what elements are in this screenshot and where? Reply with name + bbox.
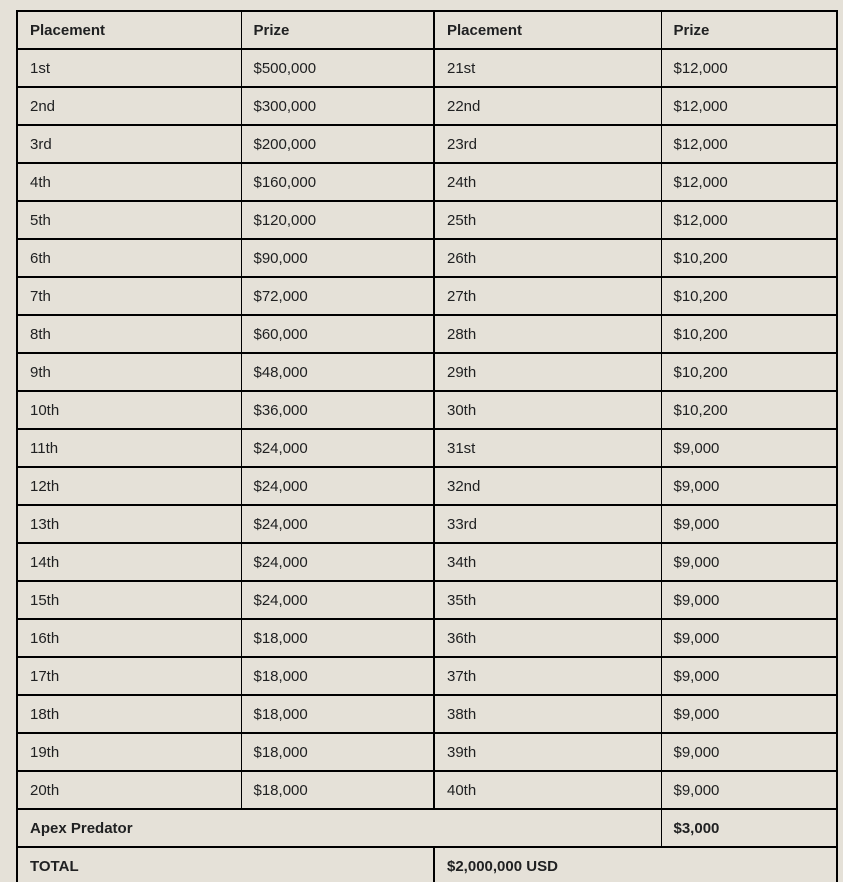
prize-row <box>17 581 837 619</box>
prize-cell-right: $9,000 <box>661 429 837 467</box>
placement-cell-right: 23rd <box>434 125 661 163</box>
prize-cell-left: $18,000 <box>241 695 434 733</box>
prize-row <box>17 391 837 429</box>
placement-cell-left: 9th <box>17 353 241 391</box>
prize-pool-table <box>16 10 838 882</box>
placement-cell-left: 17th <box>17 657 241 695</box>
placement-cell-right: 31st <box>434 429 661 467</box>
placement-cell-right: 25th <box>434 201 661 239</box>
header-placement-left: Placement <box>17 11 241 49</box>
placement-cell-right: 38th <box>434 695 661 733</box>
placement-cell-left: 7th <box>17 277 241 315</box>
prize-row <box>17 87 837 125</box>
prize-cell-left: $24,000 <box>241 581 434 619</box>
prize-row <box>17 543 837 581</box>
apex-predator-label: Apex Predator <box>17 809 661 847</box>
placement-cell-right: 21st <box>434 49 661 87</box>
prize-row <box>17 733 837 771</box>
prize-row <box>17 619 837 657</box>
prize-cell-right: $10,200 <box>661 315 837 353</box>
placement-cell-left: 20th <box>17 771 241 809</box>
prize-row <box>17 505 837 543</box>
prize-cell-left: $36,000 <box>241 391 434 429</box>
placement-cell-right: 27th <box>434 277 661 315</box>
apex-predator-prize: $3,000 <box>661 809 837 847</box>
prize-cell-left: $72,000 <box>241 277 434 315</box>
placement-cell-left: 4th <box>17 163 241 201</box>
prize-cell-left: $60,000 <box>241 315 434 353</box>
placement-cell-right: 29th <box>434 353 661 391</box>
placement-cell-left: 3rd <box>17 125 241 163</box>
placement-cell-right: 33rd <box>434 505 661 543</box>
placement-cell-right: 40th <box>434 771 661 809</box>
placement-cell-left: 8th <box>17 315 241 353</box>
prize-cell-right: $9,000 <box>661 619 837 657</box>
placement-cell-left: 19th <box>17 733 241 771</box>
placement-cell-left: 10th <box>17 391 241 429</box>
placement-cell-right: 35th <box>434 581 661 619</box>
prize-cell-left: $24,000 <box>241 429 434 467</box>
header-prize-right: Prize <box>661 11 837 49</box>
prize-cell-left: $24,000 <box>241 467 434 505</box>
prize-cell-right: $12,000 <box>661 49 837 87</box>
placement-cell-left: 16th <box>17 619 241 657</box>
placement-cell-right: 30th <box>434 391 661 429</box>
prize-row <box>17 201 837 239</box>
header-row <box>17 11 837 49</box>
placement-cell-right: 28th <box>434 315 661 353</box>
placement-cell-right: 26th <box>434 239 661 277</box>
header-placement-right: Placement <box>434 11 661 49</box>
prize-cell-right: $9,000 <box>661 581 837 619</box>
prize-cell-right: $9,000 <box>661 543 837 581</box>
placement-cell-left: 13th <box>17 505 241 543</box>
prize-cell-left: $18,000 <box>241 733 434 771</box>
placement-cell-left: 5th <box>17 201 241 239</box>
placement-cell-right: 36th <box>434 619 661 657</box>
placement-cell-left: 2nd <box>17 87 241 125</box>
prize-cell-right: $9,000 <box>661 657 837 695</box>
prize-cell-right: $12,000 <box>661 87 837 125</box>
prize-row <box>17 277 837 315</box>
prize-cell-right: $10,200 <box>661 391 837 429</box>
prize-row <box>17 429 837 467</box>
prize-row <box>17 239 837 277</box>
placement-cell-left: 14th <box>17 543 241 581</box>
prize-cell-right: $10,200 <box>661 239 837 277</box>
placement-cell-right: 37th <box>434 657 661 695</box>
prize-row <box>17 125 837 163</box>
prize-cell-left: $200,000 <box>241 125 434 163</box>
placement-cell-left: 18th <box>17 695 241 733</box>
prize-cell-right: $12,000 <box>661 125 837 163</box>
prize-cell-right: $9,000 <box>661 733 837 771</box>
prize-cell-left: $500,000 <box>241 49 434 87</box>
prize-row <box>17 49 837 87</box>
total-label: TOTAL <box>17 847 434 882</box>
placement-cell-left: 1st <box>17 49 241 87</box>
prize-cell-left: $18,000 <box>241 657 434 695</box>
placement-cell-left: 11th <box>17 429 241 467</box>
prize-cell-left: $48,000 <box>241 353 434 391</box>
prize-row <box>17 467 837 505</box>
prize-cell-left: $160,000 <box>241 163 434 201</box>
prize-cell-left: $24,000 <box>241 505 434 543</box>
prize-cell-left: $90,000 <box>241 239 434 277</box>
prize-row <box>17 353 837 391</box>
prize-row <box>17 695 837 733</box>
prize-cell-right: $10,200 <box>661 277 837 315</box>
prize-row <box>17 771 837 809</box>
prize-cell-right: $9,000 <box>661 771 837 809</box>
prize-cell-right: $12,000 <box>661 163 837 201</box>
prize-cell-left: $300,000 <box>241 87 434 125</box>
prize-cell-right: $9,000 <box>661 467 837 505</box>
prize-row <box>17 315 837 353</box>
total-row <box>17 847 837 882</box>
prize-cell-left: $18,000 <box>241 619 434 657</box>
prize-cell-right: $9,000 <box>661 505 837 543</box>
placement-cell-right: 39th <box>434 733 661 771</box>
placement-cell-right: 22nd <box>434 87 661 125</box>
prize-cell-left: $120,000 <box>241 201 434 239</box>
prize-row <box>17 163 837 201</box>
prize-cell-right: $10,200 <box>661 353 837 391</box>
total-value: $2,000,000 USD <box>434 847 837 882</box>
placement-cell-left: 6th <box>17 239 241 277</box>
placement-cell-right: 34th <box>434 543 661 581</box>
prize-cell-right: $9,000 <box>661 695 837 733</box>
prize-row <box>17 657 837 695</box>
header-prize-left: Prize <box>241 11 434 49</box>
placement-cell-left: 12th <box>17 467 241 505</box>
prize-cell-left: $18,000 <box>241 771 434 809</box>
placement-cell-right: 24th <box>434 163 661 201</box>
placement-cell-right: 32nd <box>434 467 661 505</box>
placement-cell-left: 15th <box>17 581 241 619</box>
prize-cell-right: $12,000 <box>661 201 837 239</box>
apex-predator-row <box>17 809 837 847</box>
prize-cell-left: $24,000 <box>241 543 434 581</box>
